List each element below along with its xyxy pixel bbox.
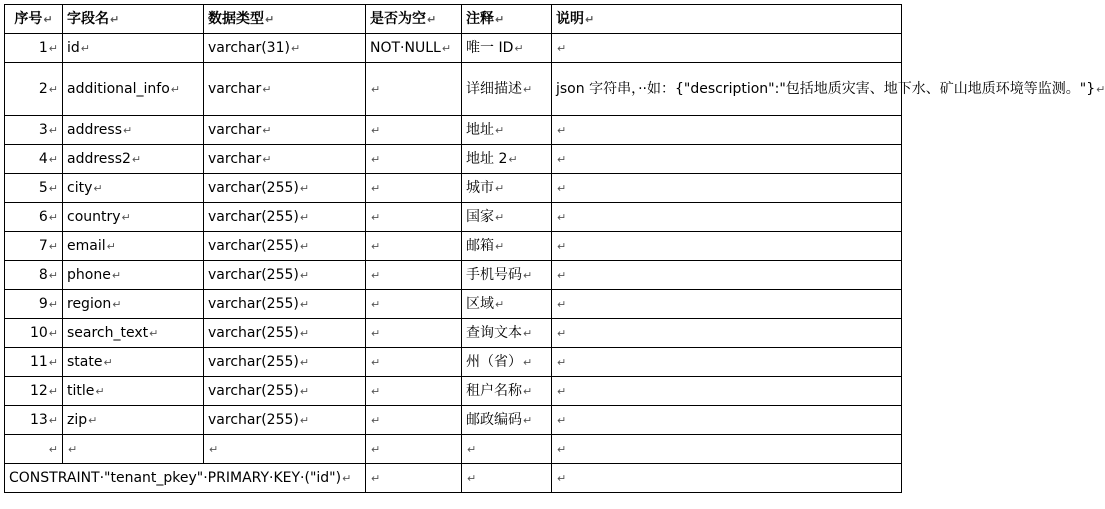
field-name-cell: address2↵	[63, 145, 204, 174]
field-name-cell: search_text↵	[63, 319, 204, 348]
data-type-cell: varchar(255)↵	[204, 319, 366, 348]
empty-cell: ↵	[63, 435, 204, 464]
field-name-cell: title↵	[63, 377, 204, 406]
data-type-cell: varchar(31)↵	[204, 34, 366, 63]
field-name-cell: address↵	[63, 116, 204, 145]
comment-cell: 查询文本↵	[462, 319, 552, 348]
empty-cell: ↵	[5, 435, 63, 464]
comment-cell: 区域↵	[462, 290, 552, 319]
table-row	[5, 406, 902, 435]
row-number-cell: 5↵	[5, 174, 63, 203]
empty-cell: ↵	[366, 464, 462, 493]
data-type-cell: varchar(255)↵	[204, 174, 366, 203]
description-cell: ↵	[552, 319, 902, 348]
nullable-cell: ↵	[366, 63, 462, 116]
empty-cell: ↵	[552, 435, 902, 464]
table-row	[5, 348, 902, 377]
description-cell: ↵	[552, 348, 902, 377]
constraint-cell: CONSTRAINT·"tenant_pkey"·PRIMARY·KEY·("id")↵	[5, 464, 366, 493]
row-number-cell: 13↵	[5, 406, 63, 435]
table-row	[5, 261, 902, 290]
description-cell: ↵	[552, 261, 902, 290]
comment-cell: 城市↵	[462, 174, 552, 203]
comment-cell: 手机号码↵	[462, 261, 552, 290]
description-cell: ↵	[552, 377, 902, 406]
header-type: 数据类型↵	[204, 5, 366, 34]
nullable-cell: ↵	[366, 174, 462, 203]
data-type-cell: varchar(255)↵	[204, 203, 366, 232]
empty-cell: ↵	[462, 464, 552, 493]
empty-cell: ↵	[204, 435, 366, 464]
table-row	[5, 63, 902, 116]
data-type-cell: varchar↵	[204, 116, 366, 145]
row-number-cell: 2↵	[5, 63, 63, 116]
description-cell: ↵	[552, 34, 902, 63]
field-name-cell: email↵	[63, 232, 204, 261]
empty-row	[5, 435, 902, 464]
row-number-cell: 3↵	[5, 116, 63, 145]
description-cell: ↵	[552, 406, 902, 435]
field-name-cell: zip↵	[63, 406, 204, 435]
table-row	[5, 319, 902, 348]
comment-cell: 州（省）↵	[462, 348, 552, 377]
data-type-cell: varchar(255)↵	[204, 377, 366, 406]
data-type-cell: varchar(255)↵	[204, 232, 366, 261]
header-row	[5, 5, 902, 34]
nullable-cell: NOT·NULL↵	[366, 34, 462, 63]
comment-cell: 详细描述↵	[462, 63, 552, 116]
nullable-cell: ↵	[366, 319, 462, 348]
data-type-cell: varchar(255)↵	[204, 261, 366, 290]
comment-cell: 地址 2↵	[462, 145, 552, 174]
description-cell: ↵	[552, 290, 902, 319]
table-row	[5, 203, 902, 232]
header-no: 序号↵	[5, 5, 63, 34]
row-number-cell: 12↵	[5, 377, 63, 406]
table-row	[5, 377, 902, 406]
field-name-cell: additional_info↵	[63, 63, 204, 116]
table-row	[5, 145, 902, 174]
header-desc: 说明↵	[552, 5, 902, 34]
comment-cell: 邮箱↵	[462, 232, 552, 261]
description-cell: ↵	[552, 232, 902, 261]
row-number-cell: 7↵	[5, 232, 63, 261]
row-number-cell: 8↵	[5, 261, 63, 290]
empty-cell: ↵	[552, 464, 902, 493]
field-name-cell: id↵	[63, 34, 204, 63]
empty-cell: ↵	[462, 435, 552, 464]
row-number-cell: 6↵	[5, 203, 63, 232]
description-cell: ↵	[552, 203, 902, 232]
nullable-cell: ↵	[366, 377, 462, 406]
table-row	[5, 174, 902, 203]
field-name-cell: city↵	[63, 174, 204, 203]
header-name: 字段名↵	[63, 5, 204, 34]
description-cell: ↵	[552, 145, 902, 174]
row-number-cell: 11↵	[5, 348, 63, 377]
data-type-cell: varchar(255)↵	[204, 290, 366, 319]
header-nullable: 是否为空↵	[366, 5, 462, 34]
schema-table	[4, 4, 1105, 493]
field-name-cell: state↵	[63, 348, 204, 377]
field-name-cell: country↵	[63, 203, 204, 232]
nullable-cell: ↵	[366, 406, 462, 435]
data-type-cell: varchar(255)↵	[204, 348, 366, 377]
comment-cell: 地址↵	[462, 116, 552, 145]
description-cell: json 字符串，··如：{"description":"包括地质灾害、地下水、矿山地质环境等监测。"}↵	[552, 63, 902, 116]
nullable-cell: ↵	[366, 203, 462, 232]
header-comment: 注释↵	[462, 5, 552, 34]
description-cell: ↵	[552, 174, 902, 203]
data-type-cell: varchar↵	[204, 145, 366, 174]
nullable-cell: ↵	[366, 232, 462, 261]
nullable-cell: ↵	[366, 290, 462, 319]
table-row	[5, 290, 902, 319]
description-cell: ↵	[552, 116, 902, 145]
field-name-cell: phone↵	[63, 261, 204, 290]
table-row	[5, 34, 902, 63]
data-type-cell: varchar↵	[204, 63, 366, 116]
row-number-cell: 1↵	[5, 34, 63, 63]
empty-cell: ↵	[366, 435, 462, 464]
row-number-cell: 10↵	[5, 319, 63, 348]
field-name-cell: region↵	[63, 290, 204, 319]
table-row	[5, 116, 902, 145]
nullable-cell: ↵	[366, 261, 462, 290]
row-number-cell: 9↵	[5, 290, 63, 319]
comment-cell: 邮政编码↵	[462, 406, 552, 435]
row-number-cell: 4↵	[5, 145, 63, 174]
nullable-cell: ↵	[366, 145, 462, 174]
nullable-cell: ↵	[366, 348, 462, 377]
data-type-cell: varchar(255)↵	[204, 406, 366, 435]
nullable-cell: ↵	[366, 116, 462, 145]
comment-cell: 国家↵	[462, 203, 552, 232]
comment-cell: 租户名称↵	[462, 377, 552, 406]
comment-cell: 唯一 ID↵	[462, 34, 552, 63]
table-row	[5, 232, 902, 261]
constraint-row	[5, 464, 902, 493]
